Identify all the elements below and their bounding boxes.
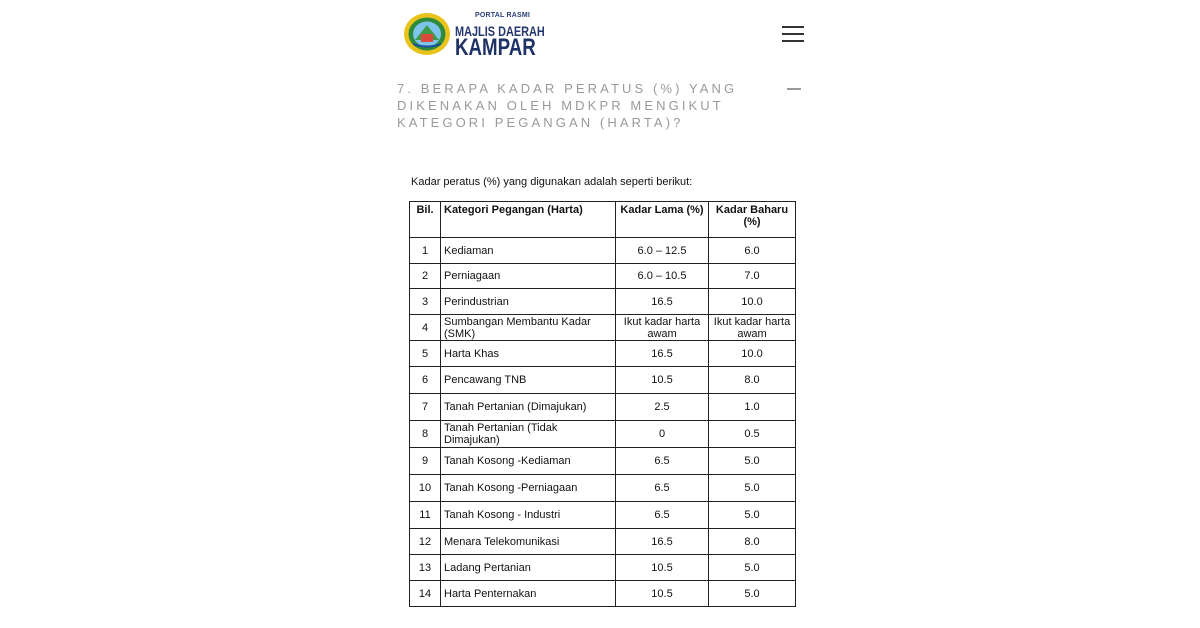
row-new-rate — [709, 555, 796, 581]
council-logo[interactable] — [403, 12, 451, 56]
row-new-rate — [709, 502, 796, 529]
row-old-rate-text: 16.5 — [651, 535, 673, 548]
table-row — [410, 367, 796, 394]
table-row — [410, 475, 796, 502]
row-number-text: 11 — [419, 509, 431, 521]
row-new-rate — [709, 581, 796, 607]
collapse-icon[interactable] — [787, 88, 801, 90]
row-category-text: Menara Telekomunikasi — [444, 535, 560, 548]
row-new-rate-text: 5.0 — [744, 455, 760, 467]
row-category — [441, 367, 616, 394]
row-number-text: 4 — [421, 321, 429, 334]
table-row — [410, 238, 796, 264]
row-number — [410, 264, 441, 289]
row-number — [410, 555, 441, 581]
table-row — [410, 421, 796, 448]
row-old-rate-text: 6.5 — [654, 482, 670, 494]
row-new-rate — [709, 315, 796, 341]
brand-name-main: KAMPAR — [455, 34, 536, 61]
row-number-text: 8 — [421, 428, 429, 440]
table-row — [410, 529, 796, 555]
row-category — [441, 341, 616, 367]
row-old-rate-text: 10.5 — [651, 587, 673, 600]
row-number — [410, 238, 441, 264]
table-header-row — [410, 202, 796, 238]
row-new-rate-text: 8.0 — [744, 535, 760, 548]
row-old-rate — [616, 341, 709, 367]
row-number-text: 2 — [421, 270, 429, 282]
row-category-text: Perindustrian — [444, 295, 509, 308]
row-old-rate — [616, 315, 709, 341]
row-category-text: Tanah Kosong -Perniagaan — [444, 482, 578, 494]
row-category-text: Kediaman — [444, 244, 494, 257]
row-category-text: Perniagaan — [444, 270, 501, 282]
row-number-text: 3 — [421, 295, 429, 308]
brand-name-top: MAJLIS DAERAH — [455, 23, 545, 39]
row-number — [410, 448, 441, 475]
table-row — [410, 315, 796, 341]
row-new-rate-text: 10.0 — [741, 347, 763, 360]
row-old-rate-text: 2.5 — [654, 401, 670, 413]
row-category — [441, 315, 616, 341]
row-old-rate — [616, 448, 709, 475]
row-old-rate — [616, 289, 709, 315]
row-new-rate — [709, 367, 796, 394]
row-number — [410, 529, 441, 555]
row-category-text: Ladang Pertanian — [444, 561, 531, 574]
row-new-rate-text: 0.5 — [744, 428, 760, 440]
row-new-rate-text: 5.0 — [744, 561, 760, 574]
row-number — [410, 341, 441, 367]
row-old-rate-text: 0 — [658, 428, 666, 440]
row-old-rate-text: 10.5 — [651, 561, 673, 574]
row-category-text: Tanah Kosong -Kediaman — [444, 455, 571, 467]
row-old-rate — [616, 238, 709, 264]
row-number — [410, 367, 441, 394]
row-old-rate-text: 16.5 — [651, 295, 673, 308]
row-number-text: 7 — [421, 401, 429, 413]
table-row — [410, 502, 796, 529]
row-number — [410, 581, 441, 607]
row-new-rate — [709, 448, 796, 475]
row-new-rate-text: 5.0 — [744, 482, 760, 494]
row-old-rate-text: 6.0 – 10.5 — [637, 270, 687, 282]
header-category: Kategori Pegangan (Harta) — [441, 202, 616, 238]
row-number — [410, 475, 441, 502]
row-category-text: Tanah Kosong - Industri — [444, 509, 561, 521]
row-category — [441, 529, 616, 555]
row-category-text: Harta Khas — [444, 347, 500, 360]
intro-text: Kadar peratus (%) yang digunakan adalah seperti berikut: — [411, 176, 693, 188]
row-number-text: 1 — [421, 244, 429, 257]
hamburger-menu-icon[interactable] — [782, 26, 804, 42]
row-new-rate-text: 6.0 — [744, 244, 760, 257]
header-old-rate: Kadar Lama (%) — [616, 202, 709, 238]
header-new-rate: Kadar Baharu (%) — [709, 202, 796, 238]
row-new-rate-text: 1.0 — [744, 401, 760, 413]
row-category-text: Tanah Pertanian (Dimajukan) — [444, 401, 587, 413]
table-row — [410, 581, 796, 607]
row-old-rate — [616, 502, 709, 529]
row-new-rate — [709, 394, 796, 421]
row-old-rate — [616, 529, 709, 555]
row-category-text: Sumbangan Membantu Kadar (SMK) — [444, 315, 591, 340]
table-row — [410, 264, 796, 289]
row-number — [410, 502, 441, 529]
row-category — [441, 421, 616, 448]
row-category-text: Tanah Pertanian (Tidak Dimajukan) — [444, 422, 558, 446]
table-row — [410, 555, 796, 581]
row-number — [410, 289, 441, 315]
row-new-rate-text: 10.0 — [741, 295, 763, 308]
row-category — [441, 238, 616, 264]
row-category — [441, 475, 616, 502]
row-category — [441, 555, 616, 581]
row-new-rate — [709, 238, 796, 264]
row-old-rate — [616, 367, 709, 394]
row-number-text: 5 — [421, 347, 429, 360]
header-bil: Bil. — [410, 202, 441, 238]
row-old-rate-text: 6.5 — [654, 455, 670, 467]
row-number-text: 13 — [418, 561, 432, 574]
table-row — [410, 289, 796, 315]
row-category — [441, 581, 616, 607]
row-new-rate — [709, 289, 796, 315]
faq-question-title[interactable]: 7. BERAPA KADAR PERATUS (%) YANG DIKENAKAN OLEH MDKPR MENGIKUT KATEGORI PEGANGAN (HARTA)? — [397, 81, 738, 130]
table-row — [410, 341, 796, 367]
row-new-rate-text: Ikut kadar harta awam — [713, 315, 791, 340]
row-old-rate — [616, 264, 709, 289]
row-new-rate-text: 5.0 — [744, 509, 760, 521]
table-row — [410, 394, 796, 421]
row-old-rate — [616, 555, 709, 581]
row-number-text: 9 — [421, 455, 429, 467]
row-new-rate — [709, 529, 796, 555]
row-old-rate — [616, 581, 709, 607]
row-number-text: 10 — [418, 482, 432, 494]
row-old-rate-text: 10.5 — [651, 374, 673, 386]
row-category — [441, 502, 616, 529]
row-number — [410, 421, 441, 448]
row-old-rate-text: 16.5 — [651, 347, 673, 360]
table-row — [410, 448, 796, 475]
brand-subtitle: PORTAL RASMI — [475, 12, 531, 19]
row-old-rate — [616, 475, 709, 502]
row-category — [441, 289, 616, 315]
row-new-rate — [709, 421, 796, 448]
row-new-rate — [709, 475, 796, 502]
row-old-rate — [616, 421, 709, 448]
row-category — [441, 264, 616, 289]
row-new-rate-text: 8.0 — [744, 374, 760, 386]
row-category — [441, 394, 616, 421]
row-new-rate-text: 7.0 — [744, 270, 760, 282]
row-number-text: 14 — [418, 587, 432, 600]
row-number-text: 12 — [418, 535, 432, 548]
row-old-rate-text: 6.0 – 12.5 — [637, 244, 687, 257]
row-number — [410, 394, 441, 421]
row-category-text: Harta Penternakan — [444, 587, 537, 600]
row-category-text: Pencawang TNB — [444, 374, 527, 386]
row-number — [410, 315, 441, 341]
row-old-rate-text: 6.5 — [654, 509, 670, 521]
row-new-rate-text: 5.0 — [744, 587, 760, 600]
row-old-rate — [616, 394, 709, 421]
row-old-rate-text: Ikut kadar harta awam — [623, 315, 701, 340]
row-number-text: 6 — [421, 374, 429, 386]
row-category — [441, 448, 616, 475]
row-new-rate — [709, 341, 796, 367]
rates-table — [409, 201, 796, 607]
row-new-rate — [709, 264, 796, 289]
